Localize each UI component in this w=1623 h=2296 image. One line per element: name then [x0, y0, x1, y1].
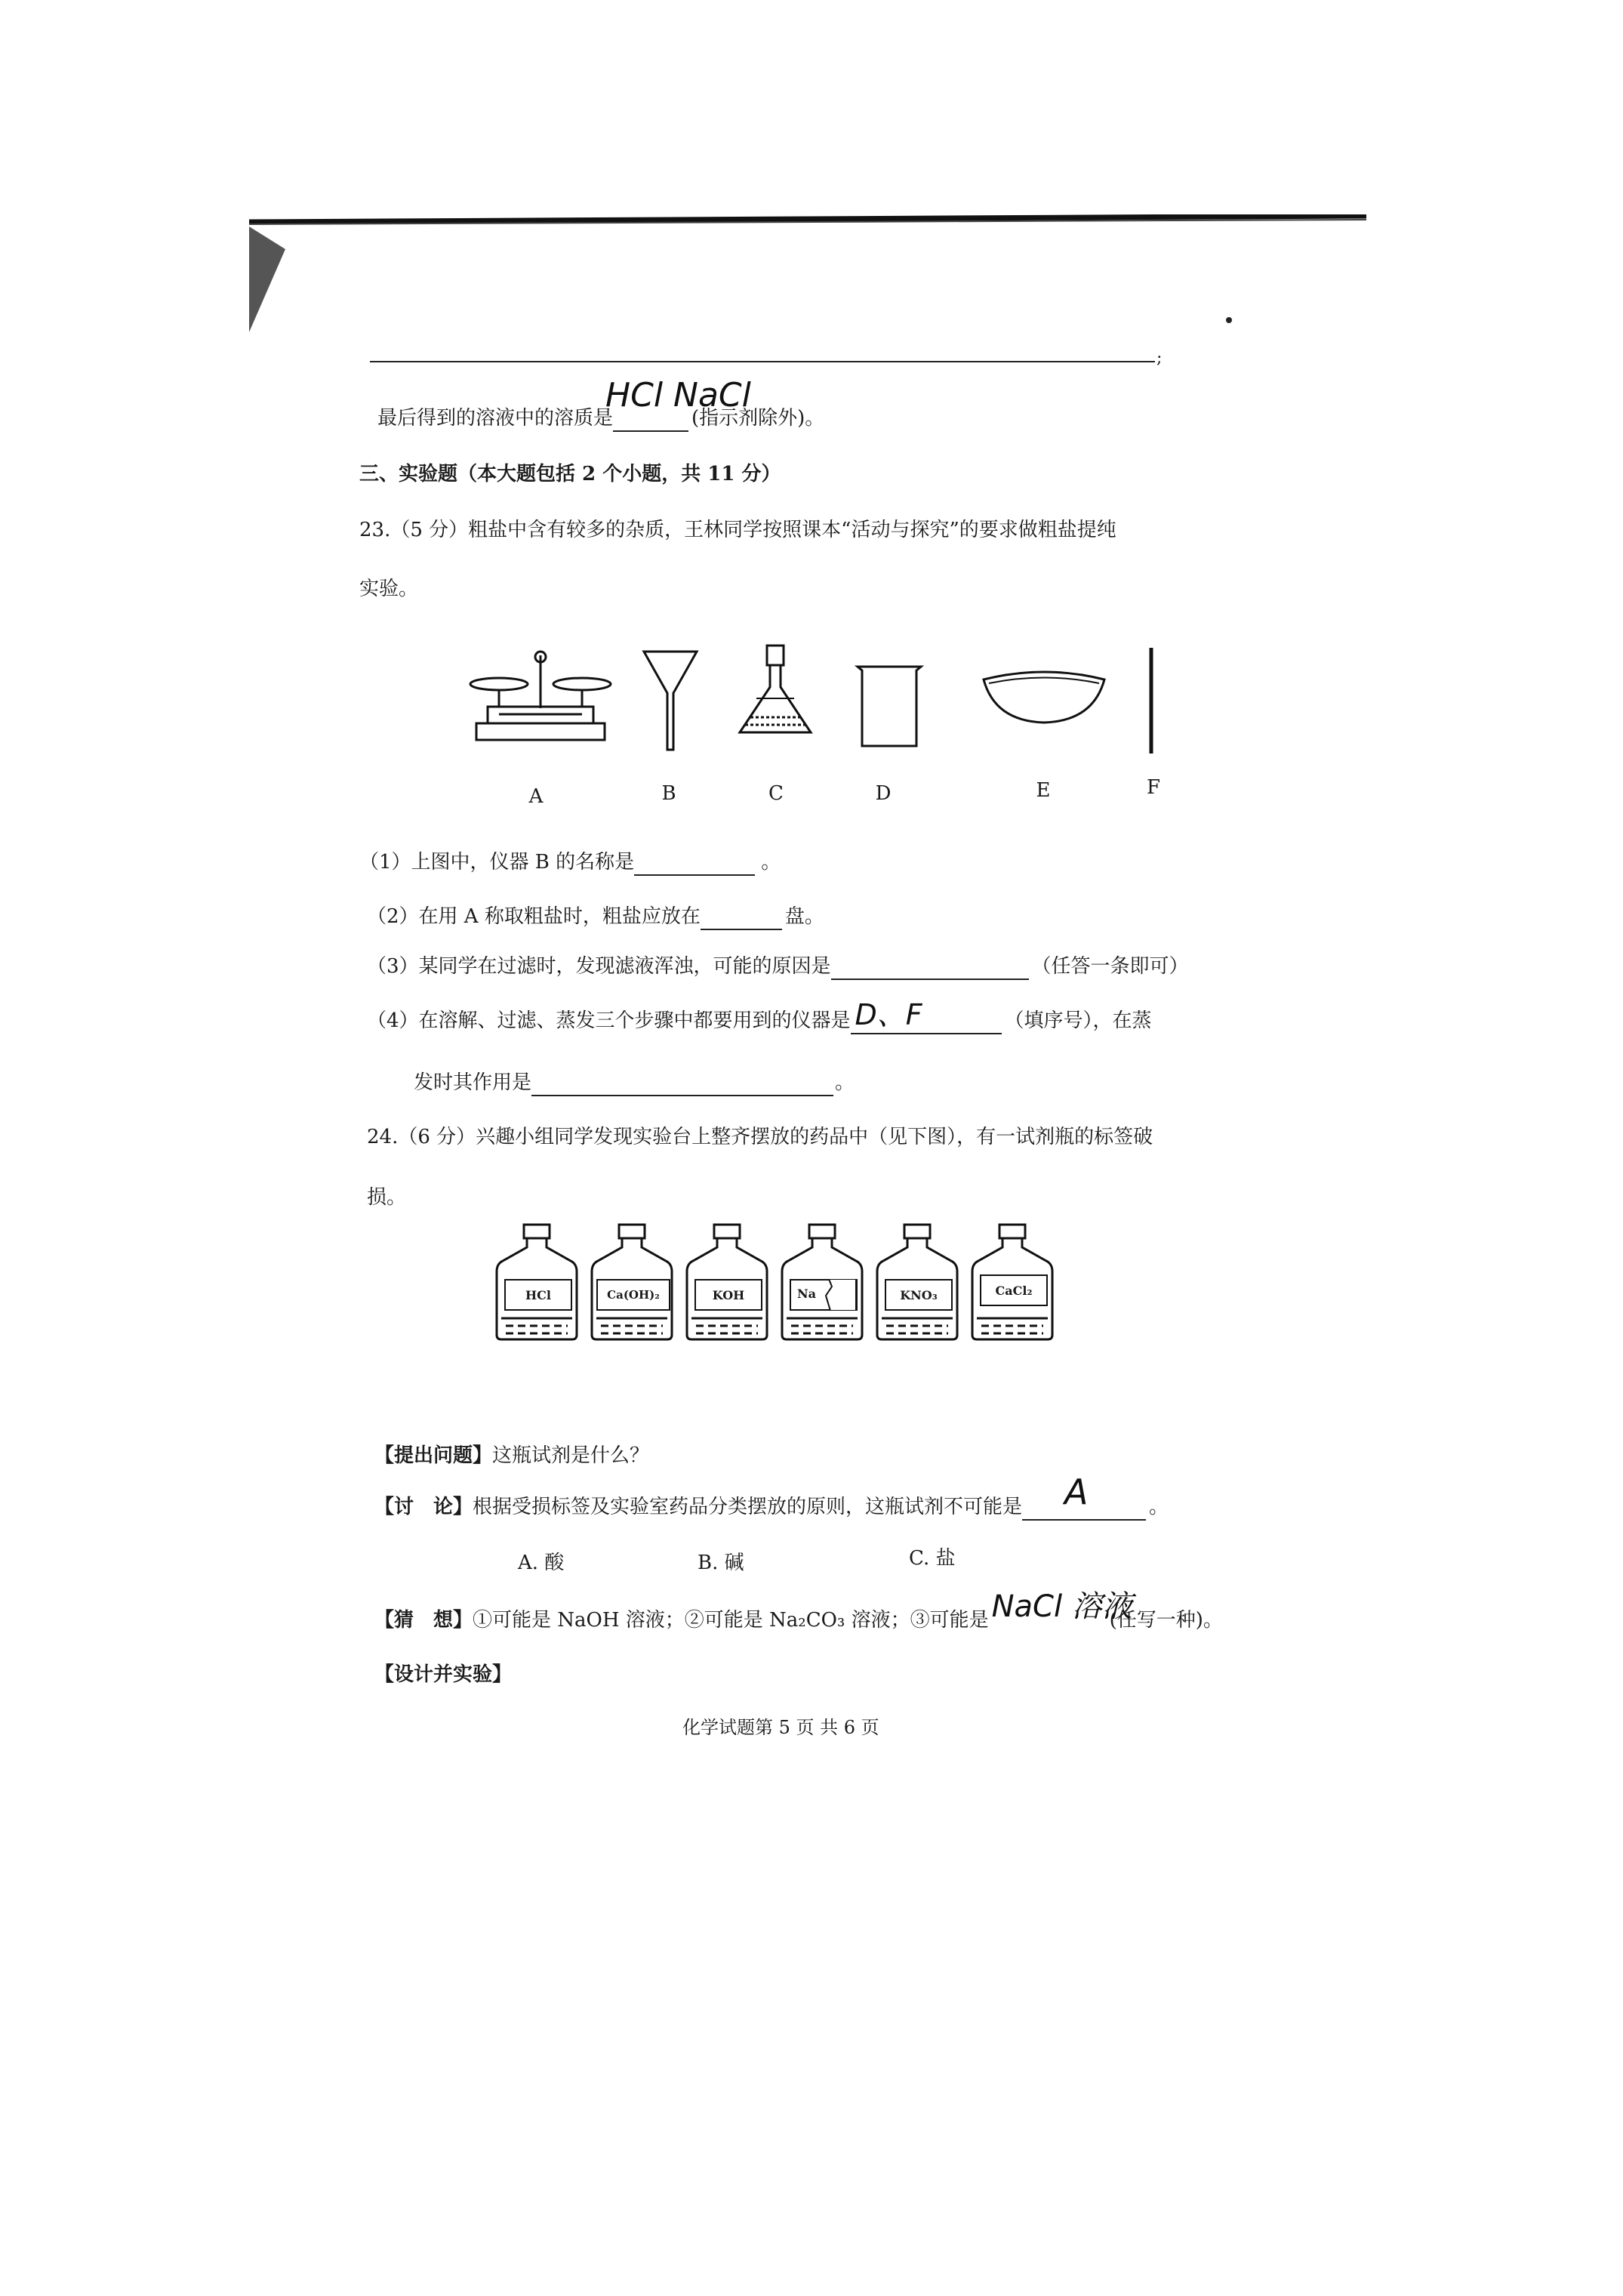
q23-sub1-prefix: （1）上图中，仪器 B 的名称是	[359, 851, 635, 874]
instrument-flask	[734, 642, 817, 755]
q22-answer-blank	[605, 376, 751, 432]
q23-sub4b	[414, 1069, 855, 1096]
instrument-label-d: D	[875, 782, 892, 805]
bottle-label	[504, 1279, 572, 1311]
q23-sub1-blank	[634, 852, 755, 876]
q24-discuss-text: 根据受损标签及实验室药品分类摆放的原则，这瓶试剂不可能是	[473, 1496, 1023, 1518]
q23-sub1-suffix: 。	[761, 851, 781, 874]
q23-sub4	[367, 998, 1152, 1034]
page-top-edge	[249, 214, 1366, 224]
reagent-bottle	[587, 1222, 676, 1342]
reagent-bottle-row	[492, 1222, 1081, 1342]
q23-intro-2: 实验。	[359, 578, 419, 600]
instrument-label-a: A	[528, 785, 544, 808]
q24-guess-handwritten: NaCl 溶液	[991, 1589, 1132, 1624]
instrument-beaker	[852, 663, 927, 754]
q22-handwritten: HCl NaCl	[605, 376, 751, 415]
q22-suffix: (指示剂除外)。	[691, 407, 825, 430]
bottle-label-text: KOH	[712, 1287, 745, 1302]
bottle-label	[596, 1279, 670, 1311]
q23-sub4b-suffix: 。	[835, 1071, 855, 1094]
q24-question-label: 【提出问题】	[374, 1444, 493, 1467]
q24-design-label: 【设计并实验】	[374, 1663, 513, 1686]
instrument-label-f: F	[1146, 776, 1161, 799]
q24-intro-2: 损。	[367, 1186, 407, 1209]
bottle-label	[885, 1279, 953, 1311]
q24-guess-blank	[989, 1589, 1132, 1634]
q23-sub4-prefix: （4）在溶解、过滤、蒸发三个步骤中都要用到的仪器是	[367, 1009, 851, 1032]
q24-guess-suffix: (任写一种)。	[1109, 1609, 1223, 1632]
q24-discuss-blank	[1022, 1472, 1146, 1521]
rule-end-mark: ;	[1156, 349, 1163, 368]
reagent-bottle	[682, 1222, 771, 1342]
q23-sub3-prefix: （3）某同学在过滤时，发现滤液浑浊，可能的原因是	[367, 955, 831, 978]
instrument-label-c: C	[768, 782, 784, 805]
bottle-label	[694, 1279, 762, 1311]
reagent-bottle-damaged	[778, 1222, 867, 1342]
q24-question-text: 这瓶试剂是什么？	[492, 1444, 650, 1467]
q23-sub4-suffix: （填序号），在蒸	[1004, 1009, 1152, 1032]
bottle-label-text: CaCl₂	[995, 1283, 1033, 1298]
q23-sub4b-blank	[531, 1072, 833, 1096]
q23-sub2-prefix: （2）在用 A 称取粗盐时，粗盐应放在	[367, 905, 701, 928]
q24-option-b: B. 碱	[698, 1552, 744, 1574]
instrument-glass-rod	[1147, 648, 1155, 754]
q24-question	[374, 1442, 649, 1469]
reagent-bottle	[492, 1222, 581, 1342]
page-footer: 化学试题第 5 页 共 6 页	[682, 1717, 879, 1738]
q24-intro-1: 24.（6 分）兴趣小组同学发现实验台上整齐摆放的药品中（见下图），有一试剂瓶的标签破	[367, 1126, 1153, 1148]
reagent-bottle	[968, 1222, 1057, 1342]
q24-discuss-suffix: 。	[1149, 1496, 1169, 1518]
scan-speck	[1226, 317, 1232, 323]
answer-rule	[370, 361, 1155, 362]
instrument-label-b: B	[661, 782, 676, 805]
reagent-bottle	[873, 1222, 962, 1342]
scan-corner-shadow	[249, 227, 285, 332]
instrument-evaporating-dish	[980, 668, 1108, 729]
q24-option-c: C. 盐	[909, 1547, 956, 1570]
q24-guess-label: 【猜 想】	[374, 1609, 473, 1632]
instrument-funnel	[640, 648, 701, 754]
q23-sub3-blank	[831, 956, 1029, 980]
q23-sub2-blank	[701, 906, 782, 930]
instrument-label-e: E	[1036, 779, 1051, 802]
q24-discuss-handwritten: A	[1064, 1472, 1089, 1512]
bottle-label-torn	[790, 1279, 858, 1311]
bottle-label-text: KNO₃	[900, 1287, 938, 1302]
bottle-label-text: Ca(OH)₂	[607, 1288, 660, 1302]
q22-solute-line	[377, 376, 825, 432]
q23-sub2-suffix: 盘。	[784, 905, 824, 928]
bottle-label-text: HCl	[525, 1287, 551, 1302]
q24-discuss	[374, 1472, 1169, 1521]
section3-title: 三、实验题（本大题包括 2 个小题，共 11 分）	[359, 463, 781, 485]
q23-sub3-suffix: （任答一条即可）	[1031, 955, 1189, 978]
bottle-label-text: Na	[797, 1287, 816, 1301]
q23-sub3	[367, 953, 1189, 980]
q23-sub4b-prefix: 发时其作用是	[414, 1071, 532, 1094]
q23-sub4-handwritten: D、F	[855, 998, 922, 1031]
q22-prefix: 最后得到的溶液中的溶质是	[377, 407, 614, 430]
q24-option-a: A. 酸	[518, 1552, 565, 1574]
q23-intro-1: 23.（5 分）粗盐中含有较多的杂质，王林同学按照课本“活动与探究”的要求做粗盐提纯	[359, 519, 1116, 541]
q23-sub2	[367, 903, 824, 930]
q24-guess-text: ①可能是 NaOH 溶液；②可能是 Na₂CO₃ 溶液；③可能是	[473, 1609, 989, 1632]
q23-sub1	[359, 849, 781, 876]
q23-sub4-blank	[851, 998, 1002, 1034]
instrument-balance	[465, 648, 616, 746]
bottle-label	[980, 1274, 1048, 1306]
q24-discuss-label: 【讨 论】	[374, 1496, 473, 1518]
q24-guess	[374, 1589, 1223, 1634]
